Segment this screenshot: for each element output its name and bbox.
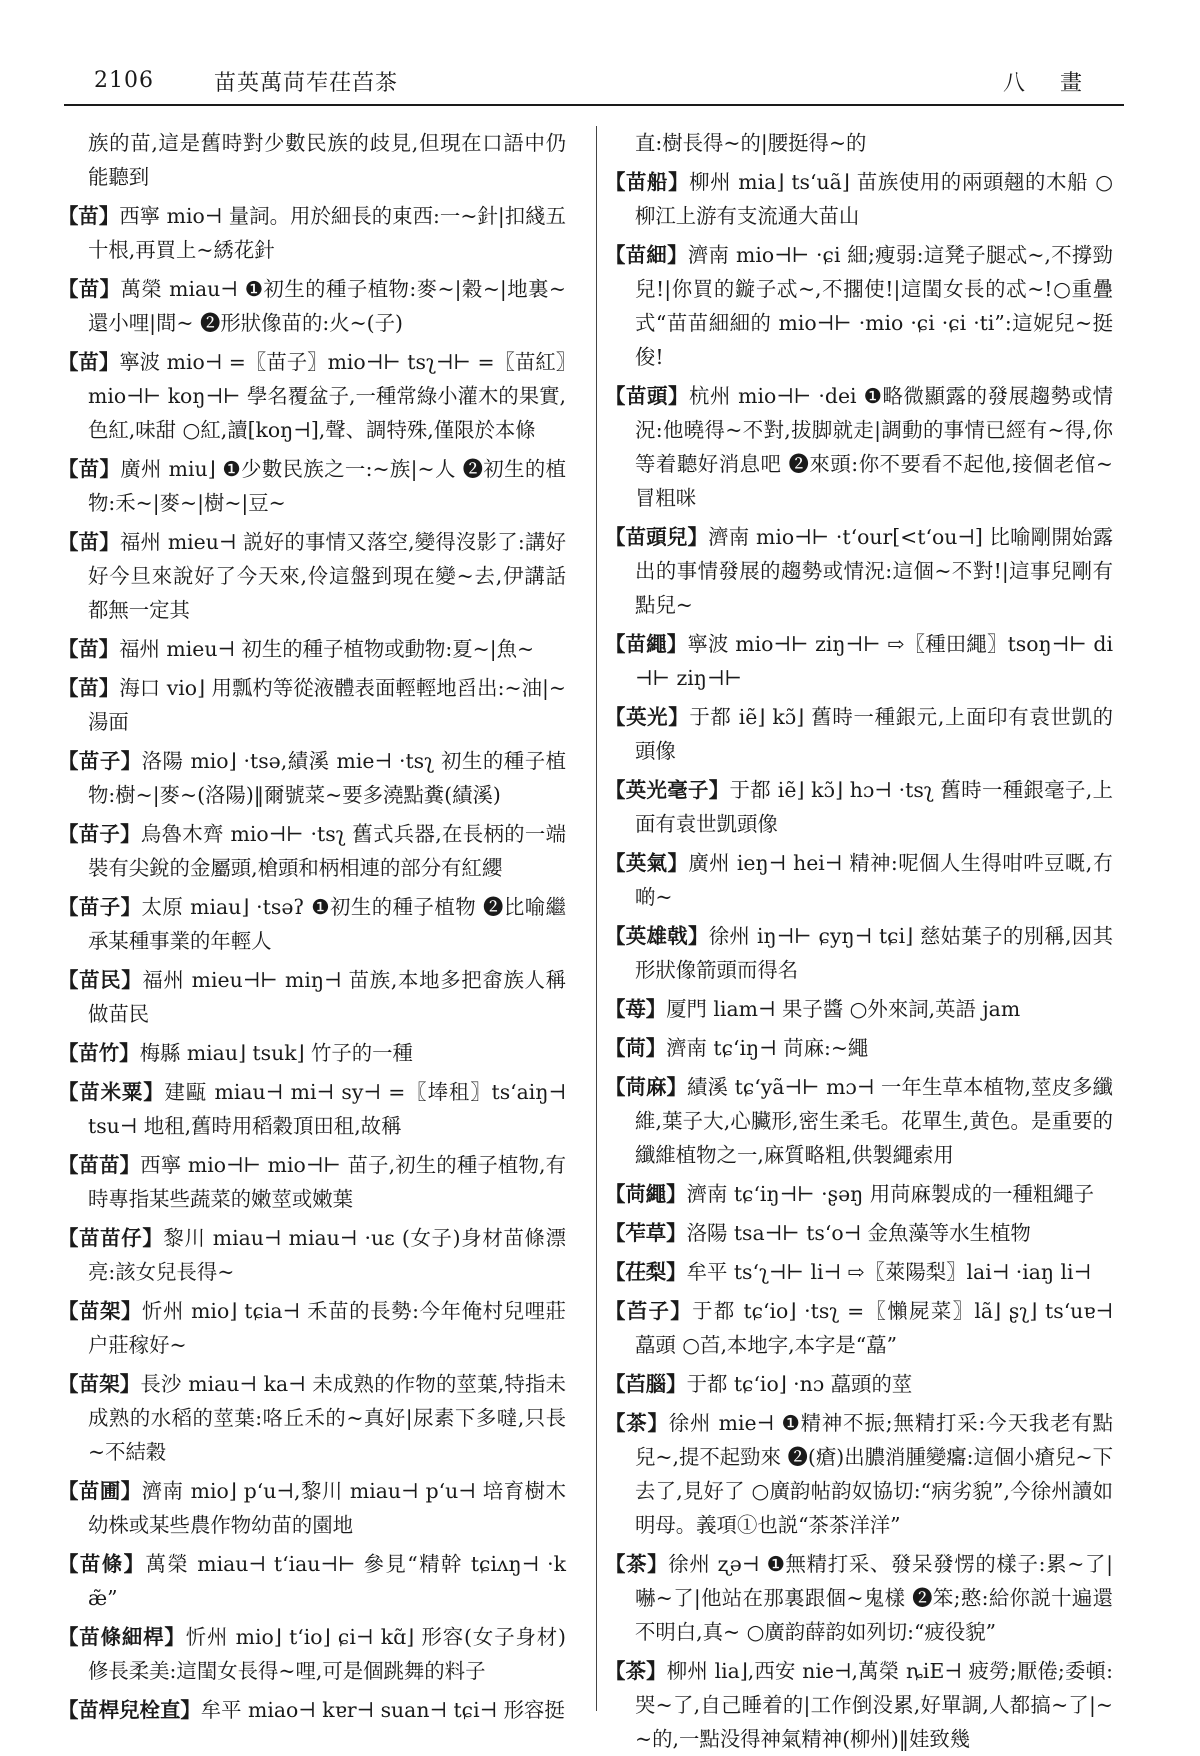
dictionary-entry <box>605 1031 1113 1065</box>
entry-headword: 【茶】 <box>605 1659 667 1683</box>
dictionary-entry <box>58 1148 566 1216</box>
dictionary-entry <box>58 1474 566 1542</box>
dictionary-entry <box>58 1367 566 1469</box>
entry-text: 于都 tɕʻio⌋ ·nɔ 藠頭的莖 <box>686 1372 913 1396</box>
dictionary-entry <box>58 963 566 1031</box>
dictionary-entry <box>58 272 566 340</box>
entry-headword: 【苺】 <box>605 997 667 1021</box>
entry-headword: 【苗】 <box>58 277 121 301</box>
entry-headword: 【苗子】 <box>58 822 141 846</box>
dictionary-entry <box>58 1547 566 1615</box>
entry-headword: 【苗頭】 <box>605 384 690 408</box>
dictionary-entry <box>58 744 566 812</box>
entry-text: 濟南 mio⊣⊢ ·ɕi 細;瘦弱:這凳子腿忒~,不撐勁兒!|你買的鏇子忒~,不擱使!|這閨女長的忒~!○重疊式“苗苗細細的 mio⊣⊢ ·mio ·ɕi ·ɕi ·ti”:這妮兒~挺俊! <box>635 243 1114 369</box>
dictionary-entry <box>605 919 1113 987</box>
entry-text: 廣州 ieŋ⊣ hei⊣ 精神:呢個人生得咁吽豆嘅,冇啲~ <box>635 851 1114 909</box>
entry-headword: 【苗】 <box>58 676 120 700</box>
entry-text: 萬榮 miau⊣ tʻiau⊣⊢ 參見“精幹 tɕiʌŋ⊣ ·kæ̃” <box>88 1552 566 1610</box>
entry-headword: 【苘麻】 <box>605 1075 688 1099</box>
entry-text: 太原 miau⌋ ·tsəʔ ❶初生的種子植物 ❷比喻繼承某種事業的年輕人 <box>88 895 566 953</box>
dictionary-entry <box>58 671 566 739</box>
entry-text: 海口 vio⌋ 用瓢杓等從液體表面輕輕地舀出:~油|~湯面 <box>88 676 566 734</box>
entry-text: 寧波 mio⊣⊢ ziŋ⊣⊢ ⇨〖種田繩〗tsoŋ⊣⊢ di⊣⊢ ziŋ⊣⊢ <box>635 632 1113 690</box>
entry-text: 族的苗,這是舊時對少數民族的歧見,但現在口語中仍能聽到 <box>88 131 566 189</box>
entry-text: 直:樹長得~的|腰挺得~的 <box>635 131 867 155</box>
dictionary-entry <box>58 632 566 666</box>
dictionary-entry <box>58 1693 566 1727</box>
entry-text: 寧波 mio⊣ =〖苗子〗mio⊣⊢ tsʅ⊣⊢ =〖苗紅〗mio⊣⊢ koŋ⊣⊢ 學名覆盆子,一種常綠小灌木的果實,色紅,味甜 ○紅,讀[koŋ⊣],聲、調特殊,僅限於本條 <box>88 350 567 442</box>
entry-text: 烏魯木齊 mio⊣⊢ ·tsʅ 舊式兵器,在長柄的一端裝有尖銳的金屬頭,槍頭和柄相連的部分有紅纓 <box>88 822 566 880</box>
entry-text: 濟南 mio⌋ pʻu⊣,黎川 miau⊣ pʻu⊣ 培育樹木幼株或某些農作物幼苗的園地 <box>88 1479 567 1537</box>
dictionary-entry <box>605 520 1113 622</box>
entry-headword: 【苗】 <box>58 530 120 554</box>
header-entry-range: 苗英萬苘苲茌苩茶 <box>214 71 399 96</box>
entry-headword: 【苗民】 <box>58 968 143 992</box>
entry-text: 福州 mieu⊣ 初生的種子植物或動物:夏~|魚~ <box>119 637 535 661</box>
dictionary-entry <box>58 1036 566 1070</box>
dictionary-entry <box>605 1177 1113 1211</box>
entry-headword: 【苗桿兒栓直】 <box>58 1698 201 1722</box>
dictionary-entry <box>58 452 566 520</box>
entry-headword: 【苗繩】 <box>605 632 688 656</box>
dictionary-entry <box>605 165 1113 233</box>
entry-headword: 【英氣】 <box>605 851 689 875</box>
dictionary-entry <box>605 379 1113 515</box>
dictionary-entry <box>58 525 566 627</box>
entry-headword: 【苗船】 <box>605 170 690 194</box>
entry-headword: 【英雄戟】 <box>605 924 709 948</box>
entry-headword: 【苗】 <box>58 637 120 661</box>
entry-headword: 【苗苗仔】 <box>58 1226 164 1250</box>
entry-headword: 【苗條細桿】 <box>58 1625 186 1649</box>
dictionary-entry <box>605 1216 1113 1250</box>
dictionary-entry <box>605 1654 1113 1756</box>
dictionary-entry <box>605 700 1113 768</box>
dictionary-entry <box>605 1070 1113 1172</box>
entry-text: 忻州 mio⌋ tʻio⌋ ɕi⊣ kɑ̃⌋ 形容(女子身材)修長柔美:這閨女長得~哩,可是個跳舞的料子 <box>88 1625 566 1683</box>
dictionary-entry <box>605 238 1113 374</box>
entry-headword: 【茶】 <box>605 1552 669 1576</box>
entry-text: 西寧 mio⊣ 量詞。用於細長的東西:一~針|扣綫五十根,再買上~綉花針 <box>88 204 567 262</box>
entry-text: 于都 iẽ⌋ kɔ̃⌋ hɔ⊣ ·tsʅ 舊時一種銀毫子,上面有袁世凱頭像 <box>635 778 1113 836</box>
column-divider <box>596 126 597 1711</box>
entry-headword: 【苘】 <box>605 1036 667 1060</box>
entry-text: 于都 tɕʻio⌋ ·tsʅ =〖懶屍菜〗lã⌋ ʂʅ⌋ tsʻuɐ⊣ 藠頭 ○苩,本地字,本字是“藠” <box>635 1299 1113 1357</box>
entry-text: 長沙 miau⊣ ka⊣ 未成熟的作物的莖葉,特指未成熟的水稻的莖葉:咯丘禾的~真好|尿素下多噠,只長~不結穀 <box>88 1372 567 1464</box>
dictionary-entry <box>58 345 566 447</box>
dictionary-entry <box>58 126 566 194</box>
entry-headword: 【茌梨】 <box>605 1260 687 1284</box>
dictionary-entry <box>58 199 566 267</box>
dictionary-entry <box>605 1547 1113 1649</box>
entry-text: 厦門 liam⊣ 果子醬 ○外來詞,英語 jam <box>666 997 1021 1021</box>
entry-text: 濟南 tɕʻiŋ⊣ 苘麻:~繩 <box>666 1036 869 1060</box>
entry-headword: 【苲草】 <box>605 1221 687 1245</box>
dictionary-entry <box>605 126 1113 160</box>
entry-headword: 【苗細】 <box>605 243 688 267</box>
entry-headword: 【苩子】 <box>605 1299 693 1323</box>
entry-headword: 【苗】 <box>58 350 120 374</box>
entry-headword: 【苩腦】 <box>605 1372 687 1396</box>
entry-text: 建甌 miau⊣ mi⊣ sy⊣ =〖埲租〗tsʻaiŋ⊣ tsu⊣ 地租,舊時用稻穀頂田租,故稱 <box>88 1080 566 1138</box>
entry-headword: 【苗架】 <box>58 1299 142 1323</box>
dictionary-entry <box>58 1620 566 1688</box>
entry-text: 福州 mieu⊣⊢ miŋ⊣ 苗族,本地多把畲族人稱做苗民 <box>88 968 567 1026</box>
right-column <box>605 126 1114 1751</box>
entry-text: 萬榮 miau⊣ ❶初生的種子植物:麥~|穀~|地裏~還小哩|間~ ❷形狀像苗的:火~(子) <box>88 277 566 335</box>
entry-headword: 【苗架】 <box>58 1372 141 1396</box>
entry-text: 績溪 tɕʻyã⊣⊢ mɔ⊣ 一年生草本植物,莖皮多纖維,葉子大,心臟形,密生柔毛。花單生,黄色。是重要的纖維植物之一,麻質略粗,供製繩索用 <box>635 1075 1113 1167</box>
entry-headword: 【苗】 <box>58 204 120 228</box>
entry-text: 洛陽 tsa⊣⊢ tsʻo⊣ 金魚藻等水生植物 <box>686 1221 1031 1245</box>
entry-text: 洛陽 mio⌋ ·tsə,績溪 mie⊣ ·tsʅ 初生的種子植物:樹~|麥~(洛陽)‖爾號菜~要多澆點糞(績溪) <box>88 749 567 807</box>
entry-text: 忻州 mio⌋ tɕia⊣ 禾苗的長勢:今年俺村兒哩莊户莊稼好~ <box>88 1299 567 1357</box>
entry-text: 柳州 mia⌋ tsʻuã⌋ 苗族使用的兩頭翹的木船 ○柳江上游有支流通大苗山 <box>635 170 1113 228</box>
entry-headword: 【苗米粟】 <box>58 1080 165 1104</box>
entry-text: 徐州 mie⊣ ❶精神不振;無精打采:今天我老有點兒~,提不起勁來 ❷(瘡)出膿消腫變癟:這個小瘡兒~下去了,見好了 ○廣韵帖韵奴協切:“病劣貌”,今徐州讀如明母。義項①也説“茶茶洋洋” <box>635 1411 1113 1537</box>
page-number: 2106 <box>94 68 154 93</box>
entry-headword: 【苗】 <box>58 457 121 481</box>
entry-text: 西寧 mio⊣⊢ mio⊣⊢ 苗子,初生的種子植物,有時專指某些蔬菜的嫩莖或嫩葉 <box>88 1153 566 1211</box>
dictionary-entry <box>605 627 1113 695</box>
entry-headword: 【英光】 <box>605 705 690 729</box>
dictionary-entry <box>58 817 566 885</box>
dictionary-entry <box>58 1294 566 1362</box>
entry-text: 牟平 miao⊣ kɐr⊣ suan⊣ tɕi⊣ 形容挺 <box>200 1698 565 1722</box>
dictionary-entry <box>58 890 566 958</box>
entry-headword: 【苘繩】 <box>605 1182 687 1206</box>
dictionary-entry <box>605 773 1113 841</box>
entry-headword: 【苗子】 <box>58 749 142 773</box>
entry-text: 柳州 lia⌋,西安 nie⊣,萬榮 ȵiE⊣ 疲勞;厭倦;委頓:哭~了,自己睡着的|工作倒没累,好單調,人都搞~了|~~的,一點没得神氣精神(柳州)‖娃致幾 <box>635 1659 1114 1751</box>
dictionary-entry <box>605 1255 1113 1289</box>
entry-headword: 【英光毫子】 <box>605 778 730 802</box>
entry-headword: 【苗苗】 <box>58 1153 141 1177</box>
entry-text: 牟平 tsʻʅ⊣⊢ li⊣ ⇨〖萊陽梨〗lai⊣ ·iaŋ li⊣ <box>686 1260 1092 1284</box>
entry-text: 徐州 ʐə⊣ ❶無精打采、發呆發愣的樣子:累~了|嚇~了|他站在那裏跟個~鬼樣 ❷笨;憨:給你説十遍還不明白,真~ ○廣韵薛韵如列切:“疲役貌” <box>635 1552 1114 1644</box>
dictionary-entry <box>605 846 1113 914</box>
dictionary-entry <box>605 992 1113 1026</box>
entry-text: 梅縣 miau⌋ tsuk⌋ 竹子的一種 <box>139 1041 413 1065</box>
entry-text: 徐州 iŋ⊣⊢ ɕyŋ⊣ tɕi⌋ 慈姑葉子的別稱,因其形狀像箭頭而得名 <box>635 924 1113 982</box>
entry-text: 福州 mieu⊣ 説好的事情又落空,變得沒影了:講好好今旦來說好了今天來,伶這盤到現在變~去,伊講話都無一定其 <box>88 530 567 622</box>
entry-text: 黎川 miau⊣ miau⊣ ·uɛ (女子)身材苗條漂亮:該女兒長得~ <box>88 1226 567 1284</box>
entry-headword: 【苗竹】 <box>58 1041 140 1065</box>
entry-text: 濟南 tɕʻiŋ⊣⊢ ·ʂəŋ 用苘麻製成的一種粗繩子 <box>686 1182 1095 1206</box>
entry-headword: 【苗頭兒】 <box>605 525 709 549</box>
dictionary-entry <box>58 1221 566 1289</box>
entry-text: 杭州 mio⊣⊢ ·dei ❶略微顯露的發展趨勢或情況:他曉得~不對,拔脚就走|調動的事情已經有~得,你等着聽好消息吧 ❷來頭:你不要看不起他,接個老倌~冒粗咪 <box>635 384 1114 510</box>
page-header <box>64 62 1124 106</box>
dictionary-entry <box>58 1075 566 1143</box>
entry-headword: 【苗圃】 <box>58 1479 142 1503</box>
entry-headword: 【苗條】 <box>58 1552 146 1576</box>
dictionary-entry <box>605 1294 1113 1362</box>
entry-headword: 【苗子】 <box>58 895 142 919</box>
left-column <box>58 126 567 1722</box>
dictionary-entry <box>605 1406 1113 1542</box>
entry-text: 廣州 miu⌋ ❶少數民族之一:~族|~人 ❷初生的植物:禾~|麥~|樹~|豆~ <box>88 457 567 515</box>
entry-text: 于都 iẽ⌋ kɔ̃⌋ 舊時一種銀元,上面印有袁世凱的頭像 <box>635 705 1113 763</box>
entry-text: 濟南 mio⊣⊢ ·tʻour[<tʻou⊣] 比喻剛開始露出的事情發展的趨勢或情況:這個~不對!|這事兒剛有點兒~ <box>635 525 1114 617</box>
section-label: 八 畫 <box>1003 71 1096 96</box>
entry-headword: 【茶】 <box>605 1411 669 1435</box>
dictionary-entry <box>605 1367 1113 1401</box>
